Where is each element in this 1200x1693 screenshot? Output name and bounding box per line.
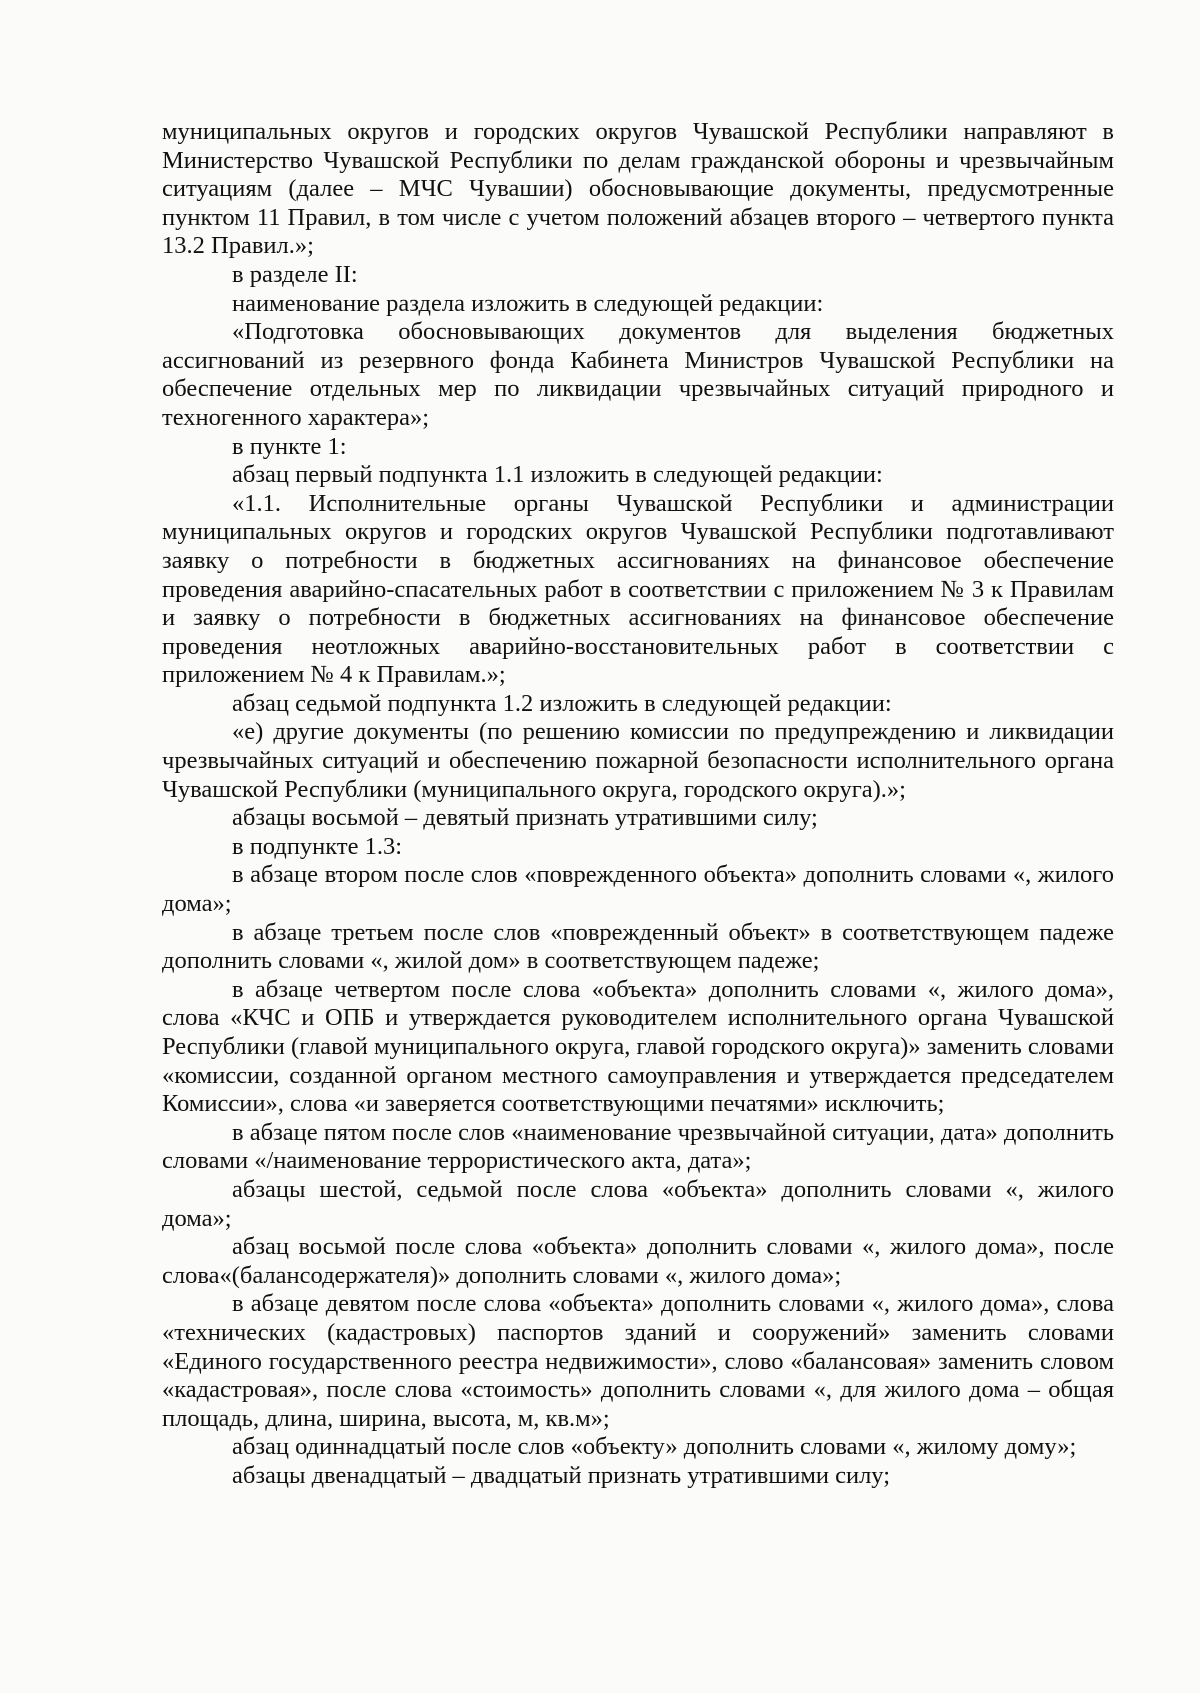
- paragraph: абзацы восьмой – девятый признать утратившими силу;: [232, 804, 818, 832]
- paragraph: в абзаце пятом после слов «наименование чрезвычайной ситуации, дата» дополнить словами «/наименование террористического акта, дата»;: [162, 1118, 1114, 1175]
- paragraph: наименование раздела изложить в следующей редакции:: [232, 289, 824, 317]
- paragraph: в абзаце четвертом после слова «объекта» дополнить словами «, жилого дома», слова «КЧС и ОПБ и утверждается руководителем исполнительного органа Чувашской Республики (главой муниципального округа, главой городского округа)» заменить словами «комиссии, созданной органом местного самоуправления и утверждается председателем Комиссии», слова «и заверяется соответствующими печатями» исключить;: [162, 975, 1114, 1118]
- paragraph: в абзаце девятом после слова «объекта» дополнить словами «, жилого дома», слова «технических (кадастровых) паспортов зданий и сооружений» заменить словами «Единого государственного реестра недвижимости», слово «балансовая» заменить словом «кадастровая», после слова «стоимость» дополнить словами «, для жилого дома – общая площадь, длина, ширина, высота, м, кв.м»;: [162, 1290, 1114, 1432]
- paragraph: муниципальных округов и городских округов Чувашской Республики направляют в Министерство Чувашской Республики по делам гражданской обороны и чрезвычайным ситуациям (далее – МЧС Чувашии) обосновывающие документы, предусмотренные пунктом 11 Правил, в том числе с учетом положений абзацев второго – четвертого пункта 13.2 Правил.»;: [162, 118, 1114, 260]
- paragraph: в разделе II:: [232, 260, 358, 288]
- paragraph: в пункте 1:: [232, 432, 347, 460]
- paragraph: «Подготовка обосновывающих документов для выделения бюджетных ассигнований из резервного фонда Кабинета Министров Чувашской Республики на обеспечение отдельных мер по ликвидации чрезвычайных ситуаций природного и техногенного характера»;: [162, 318, 1114, 431]
- document-body: [162, 118, 1114, 1491]
- paragraph: в абзаце втором после слов «поврежденного объекта» дополнить словами «, жилого дома»;: [162, 861, 1114, 918]
- paragraph: «1.1. Исполнительные органы Чувашской Республики и администрации муниципальных округов и городских округов Чувашской Республики подготавливают заявку о потребности в бюджетных ассигнованиях на финансовое обеспечение проведения аварийно-спасательных работ в соответствии с приложением № 3 к Правилам и заявку о потребности в бюджетных ассигнованиях на финансовое обеспечение проведения неотложных аварийно-восстановительных работ в соответствии с приложением № 4 к Правилам.»;: [162, 489, 1114, 689]
- paragraph: абзац седьмой подпункта 1.2 изложить в следующей редакции:: [232, 689, 892, 717]
- paragraph: в подпункте 1.3:: [232, 832, 403, 860]
- paragraph: абзацы двенадцатый – двадцатый признать утратившими силу;: [232, 1461, 891, 1489]
- paragraph: абзац первый подпункта 1.1 изложить в следующей редакции:: [232, 461, 883, 489]
- paragraph: абзацы шестой, седьмой после слова «объекта» дополнить словами «, жилого дома»;: [162, 1175, 1114, 1232]
- paragraph: в абзаце третьем после слов «поврежденный объект» в соответствующем падеже дополнить словами «, жилой дом» в соответствующем падеже;: [162, 918, 1114, 975]
- paragraph: «е) другие документы (по решению комиссии по предупреждению и ликвидации чрезвычайных ситуаций и обеспечению пожарной безопасности исполнительного органа Чувашской Республики (муниципального округа, городского округа).»;: [162, 718, 1114, 803]
- paragraph: абзац одиннадцатый после слов «объекту» дополнить словами «, жилому дому»;: [232, 1433, 1077, 1461]
- paragraph: абзац восьмой после слова «объекта» дополнить словами «, жилого дома», после слова«(балансодержателя)» дополнить словами «, жилого дома»;: [162, 1233, 1114, 1289]
